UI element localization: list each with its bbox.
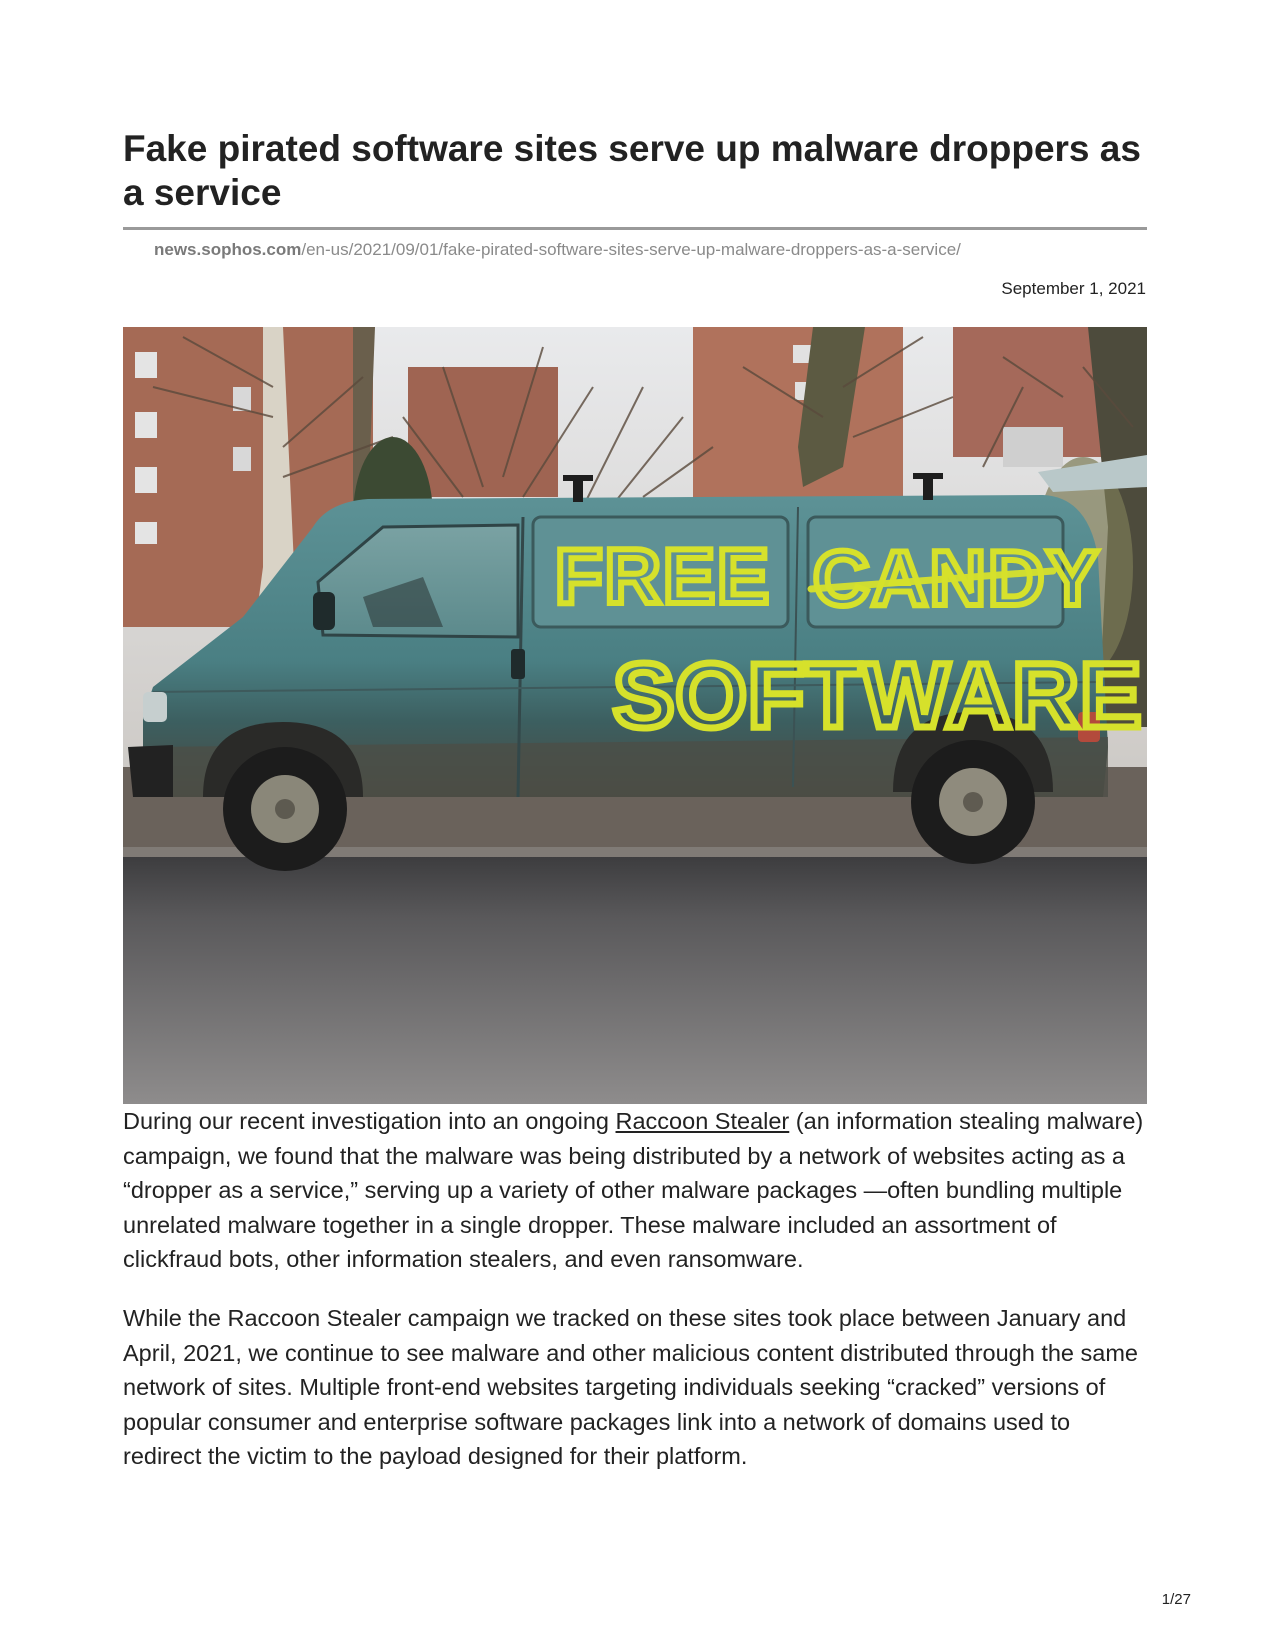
- graffiti-software: SOFTWARE: [613, 645, 1143, 747]
- paragraph-intro: [123, 1104, 1153, 1277]
- source-url[interactable]: [154, 240, 961, 260]
- page-number: 1/27: [1161, 1591, 1191, 1608]
- paragraph-intro-rest: (an information stealing malware) campaign, we found that the malware was being distributed by a network of websites acting as a “dropper as a service,” serving up a variety of other malware packages —often bundling multiple unrelated malware together in a single dropper. These malware included an assortment of clickfraud bots, other information stealers, and even ransomware.: [123, 1108, 1144, 1272]
- article-title: Fake pirated software sites serve up malware droppers as a service: [123, 128, 1141, 213]
- url-path: /en-us/2021/09/01/fake-pirated-software-sites-serve-up-malware-droppers-as-a-service/: [301, 240, 961, 259]
- title-divider: [123, 227, 1147, 230]
- van-photo: [123, 327, 1147, 1104]
- raccoon-stealer-link[interactable]: Raccoon Stealer: [615, 1108, 790, 1134]
- hero-image-van: [123, 327, 1147, 1104]
- graffiti-candy: CANDY: [813, 534, 1101, 622]
- paragraph-intro-lead: During our recent investigation into an ongoing: [123, 1108, 616, 1134]
- publish-date: September 1, 2021: [1001, 279, 1146, 298]
- paragraph-campaign: While the Raccoon Stealer campaign we tracked on these sites took place between January and April, 2021, we continue to see malware and other malicious content distributed through the same network of sites. Multiple front-end websites targeting individuals seeking “cracked” versions of popular consumer and enterprise software packages link into a network of domains used to redirect the victim to the payload designed for their platform.: [123, 1305, 1138, 1469]
- url-domain: news.sophos.com: [154, 240, 302, 259]
- graffiti-free: FREE: [555, 532, 772, 620]
